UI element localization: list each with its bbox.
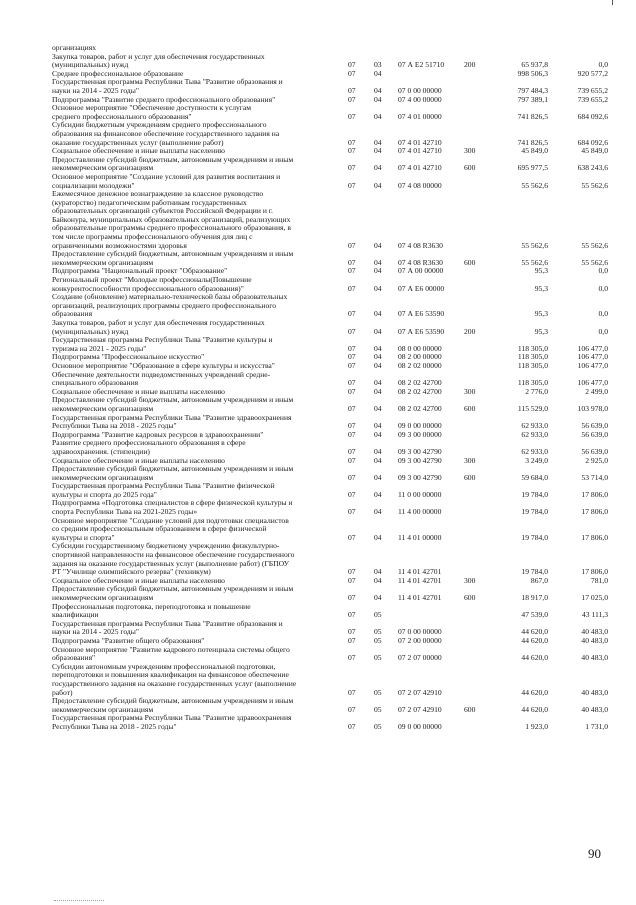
amount-year-2: 40 483,0 — [581, 635, 608, 645]
amount-year-2: 1 731,0 — [585, 721, 608, 731]
target-article-code: 07 4 00 00000 — [398, 94, 442, 104]
amount-year-2: 17 806,0 — [581, 532, 608, 542]
amount-year-2: 56 639,0 — [581, 429, 608, 439]
amount-year-2: 2 925,0 — [585, 455, 608, 465]
subsection-code: 05 — [374, 687, 382, 697]
amount-year-1: 19 784,0 — [521, 532, 548, 542]
table-row — [52, 319, 610, 336]
row-description: Государственная программа Республики Тыва "Развитие культуры и туризма на 2021 - 2025 годы" — [52, 335, 273, 353]
row-description: Развитие среднего профессионального образования в сфере здравоохранения. (стипендии) — [52, 438, 246, 456]
subsection-code: 04 — [374, 455, 382, 465]
row-description: Предоставление субсидий бюджетным, автономным учреждениям и иным некоммерческим организациям — [52, 584, 294, 602]
amount-year-2: 40 483,0 — [581, 653, 608, 663]
subsection-code: 03 — [374, 60, 382, 70]
section-code: 07 — [348, 575, 356, 585]
subsection-code: 05 — [374, 635, 382, 645]
amount-year-2: 0,0 — [598, 266, 608, 276]
row-description: Обеспечение деятельности подведомственных учреждений средне- специального образования — [52, 369, 271, 388]
section-code: 07 — [348, 68, 356, 78]
amount-year-2: 55 562,6 — [581, 257, 608, 267]
table-row — [52, 190, 610, 250]
table-row — [52, 371, 610, 388]
amount-year-1: 115 529,0 — [517, 403, 548, 413]
row-description: Основное мероприятие "Создание условий для подготовки специалистов со средним профессиональным образованием в сфере физической культуры и спорта" — [52, 515, 289, 542]
expense-type-code: 300 — [464, 575, 476, 585]
subsection-code: 04 — [374, 421, 382, 431]
table-row — [52, 276, 610, 293]
row-description: Социальное обеспечение и иные выплаты населению — [52, 575, 225, 585]
subsection-code: 04 — [374, 507, 382, 517]
table-row — [52, 663, 610, 697]
row-description: Социальное обеспечение и иные выплаты населению — [52, 455, 225, 465]
table-row — [52, 542, 610, 576]
amount-year-2: 739 655,2 — [577, 85, 608, 95]
table-row — [52, 697, 610, 714]
row-description: Подпрограмма "Развитие среднего профессионального образования" — [52, 94, 276, 104]
amount-year-1: 55 562,6 — [521, 257, 548, 267]
amount-year-1: 797 389,1 — [517, 94, 548, 104]
section-code: 07 — [348, 283, 356, 293]
table-row — [52, 603, 610, 620]
subsection-code: 04 — [374, 283, 382, 293]
section-code: 07 — [348, 403, 356, 413]
subsection-code: 04 — [374, 68, 382, 78]
section-code: 07 — [348, 360, 356, 370]
amount-year-1: 62 933,0 — [521, 421, 548, 431]
amount-year-1: 797 484,3 — [517, 85, 548, 95]
section-code: 07 — [348, 429, 356, 439]
expense-type-code: 600 — [464, 593, 476, 602]
target-article-code: 11 4 01 42701 — [398, 593, 442, 602]
section-code: 07 — [348, 472, 356, 482]
page-number: 90 — [588, 846, 601, 861]
table-row — [52, 104, 610, 121]
row-description: Основное мероприятие "Создание условий для развития воспитания и социализации молодежи" — [52, 171, 281, 190]
table-row — [52, 336, 610, 353]
section-code: 07 — [348, 146, 356, 156]
table-row — [52, 156, 610, 173]
row-description: Предоставление субсидий бюджетным, автономным учреждениям и иным некоммерческим организациям — [52, 464, 294, 482]
amount-year-2: 40 483,0 — [581, 627, 608, 637]
table-row — [52, 250, 610, 267]
amount-year-1: 3 249,0 — [525, 455, 548, 465]
target-article-code: 07 4 01 00000 — [398, 111, 442, 121]
amount-year-2: 0,0 — [598, 309, 608, 319]
amount-year-1: 19 784,0 — [521, 507, 548, 517]
target-article-code: 07 0 00 00000 — [398, 627, 442, 637]
section-code: 07 — [348, 257, 356, 267]
table-row — [52, 585, 610, 602]
table-row — [52, 439, 610, 456]
target-article-code: 07 А Е6 53590 — [398, 326, 445, 336]
row-description: Создание (обновление) материально-технической базы образовательных организаций, реализующих программы среднего профессионального образования — [52, 292, 288, 319]
row-description: Основное мероприятие "Образование в сфере культуры и искусства" — [52, 360, 275, 370]
subsection-code: 04 — [374, 378, 382, 388]
section-code: 07 — [348, 489, 356, 499]
amount-year-2: 0,0 — [598, 326, 608, 336]
amount-year-1: 55 562,6 — [521, 180, 548, 190]
budget-table — [52, 44, 610, 732]
table-row — [52, 482, 610, 499]
subsection-code: 05 — [374, 653, 382, 663]
amount-year-2: 684 092,6 — [577, 137, 608, 147]
target-article-code: 07 А 00 00000 — [398, 266, 444, 276]
amount-year-2: 106 477,0 — [577, 352, 608, 362]
section-code: 07 — [348, 343, 356, 353]
amount-year-1: 118 305,0 — [517, 360, 548, 370]
section-code: 07 — [348, 386, 356, 396]
subsection-code: 04 — [374, 472, 382, 482]
subsection-code: 04 — [374, 326, 382, 336]
amount-year-1: 55 562,6 — [521, 240, 548, 250]
section-code: 07 — [348, 653, 356, 663]
subsection-code: 05 — [374, 721, 382, 731]
target-article-code: 11 4 01 42701 — [398, 567, 442, 577]
row-description: Социальное обеспечение и иные выплаты населению — [52, 386, 225, 396]
subsection-code: 04 — [374, 360, 382, 370]
table-row — [52, 78, 610, 95]
table-row — [52, 714, 610, 731]
row-description: Субсидии бюджетным учреждениям среднего профессионального образования на финансовое обеспечение государственного задания на оказание государственных услуг (выполнение работ) — [52, 120, 280, 147]
table-row — [52, 121, 610, 147]
amount-year-1: 65 937,8 — [521, 60, 548, 70]
amount-year-1: 19 784,0 — [521, 567, 548, 577]
target-article-code: 08 2 00 00000 — [398, 352, 442, 362]
amount-year-1: 47 539,0 — [521, 610, 548, 620]
amount-year-2: 43 111,3 — [581, 610, 608, 620]
target-article-code: 07 А Е6 53590 — [398, 309, 445, 319]
target-article-code: 08 2 02 00000 — [398, 360, 442, 370]
section-code: 07 — [348, 446, 356, 456]
row-description: Государственная программа Республики Тыва "Развитие здравоохранения Республики Тыва на 2018 - 2025 годы" — [52, 713, 292, 731]
amount-year-1: 19 784,0 — [521, 489, 548, 499]
subsection-code: 04 — [374, 180, 382, 190]
subsection-code: 04 — [374, 137, 382, 147]
amount-year-1: 118 305,0 — [517, 352, 548, 362]
amount-year-2: 17 806,0 — [581, 507, 608, 517]
row-description: Ежемесячное денежное вознаграждение за классное руководство (кураторство) педагогическим работникам государственных образовательных организаций субъектов Российской Федерации и г. Байконура, муниципальных образовательных организаций, реализующих образовательные программы среднего профессионального образования, в том числе программы профессионального обучения для лиц с ограниченными возможностями здоровья — [52, 189, 291, 250]
target-article-code: 11 4 01 42701 — [398, 575, 442, 585]
target-article-code: 07 4 08 R3630 — [398, 257, 443, 267]
amount-year-1: 741 826,5 — [517, 137, 548, 147]
amount-year-1: 95,3 — [534, 309, 548, 319]
target-article-code: 07 4 01 42710 — [398, 163, 442, 173]
subsection-code: 04 — [374, 532, 382, 542]
section-code: 07 — [348, 721, 356, 731]
row-description: Государственная программа Республики Тыва "Развитие образования и науки на 2014 - 2025 годы" — [52, 618, 283, 637]
amount-year-2: 638 243,6 — [577, 163, 608, 173]
amount-year-2: 40 483,0 — [581, 687, 608, 697]
target-article-code: 07 4 08 00000 — [398, 180, 442, 190]
amount-year-1: 2 776,0 — [525, 386, 548, 396]
subsection-code: 04 — [374, 257, 382, 267]
section-code: 07 — [348, 687, 356, 697]
subsection-code: 05 — [374, 704, 382, 714]
subsection-code: 04 — [374, 567, 382, 577]
target-article-code: 07 2 07 42910 — [398, 687, 442, 697]
section-code: 07 — [348, 567, 356, 577]
target-article-code: 07 А Е6 00000 — [398, 283, 445, 293]
target-article-code: 11 4 00 00000 — [398, 507, 442, 517]
target-article-code: 07 2 07 42910 — [398, 704, 442, 714]
amount-year-1: 95,3 — [534, 326, 548, 336]
section-code: 07 — [348, 266, 356, 276]
row-description: Государственная программа Республики Тыва "Развитие здравоохранения Республики Тыва на 2018 - 2025 годы" — [52, 412, 292, 431]
row-description: Закупка товаров, работ и услуг для обеспечения государственных (муниципальных) нужд — [52, 318, 265, 336]
expense-type-code: 600 — [464, 704, 476, 714]
scan-edge-mark — [612, 0, 613, 5]
section-code: 07 — [348, 421, 356, 431]
subsection-code: 04 — [374, 352, 382, 362]
table-row — [52, 465, 610, 482]
target-article-code: 09 3 00 42790 — [398, 472, 442, 482]
subsection-code: 04 — [374, 403, 382, 413]
subsection-code: 04 — [374, 343, 382, 353]
amount-year-1: 867,0 — [530, 575, 548, 585]
section-code: 07 — [348, 137, 356, 147]
section-code: 07 — [348, 610, 356, 620]
subsection-code: 05 — [374, 610, 382, 620]
subsection-code: 04 — [374, 94, 382, 104]
subsection-code: 04 — [374, 146, 382, 156]
amount-year-2: 56 639,0 — [581, 421, 608, 431]
amount-year-1: 95,3 — [534, 266, 548, 276]
expense-type-code: 300 — [464, 386, 476, 396]
subsection-code: 04 — [374, 489, 382, 499]
table-row — [52, 173, 610, 190]
row-description: Профессиональная подготовка, переподготовка и повышение квалификации — [52, 601, 251, 620]
amount-year-1: 998 506,3 — [517, 68, 548, 78]
target-article-code: 07 2 00 00000 — [398, 635, 442, 645]
row-description: Субсидии государственному бюджетному учреждению физкультурно- спортивной направленности на финансовое обеспечение государственного задания на оказание государственных услуг (выполнение работ) (ГБПОУ РТ "Училище олимпийского резерва" (техникум) — [52, 541, 295, 577]
amount-year-2: 40 483,0 — [581, 704, 608, 714]
section-code: 07 — [348, 378, 356, 388]
target-article-code: 07 4 01 42710 — [398, 137, 442, 147]
table-row — [52, 53, 610, 70]
amount-year-1: 59 684,0 — [521, 472, 548, 482]
amount-year-1: 44 620,0 — [521, 627, 548, 637]
amount-year-2: 106 477,0 — [577, 378, 608, 388]
target-article-code: 09 3 00 00000 — [398, 429, 442, 439]
section-code: 07 — [348, 240, 356, 250]
amount-year-1: 45 849,0 — [521, 146, 548, 156]
row-description: Предоставление субсидий бюджетным, автономным учреждениям и иным некоммерческим организациям — [52, 696, 294, 714]
row-description: Региональный проект "Молодые профессионалы(Повышение конкурентоспособности профессионального образования)" — [52, 275, 252, 293]
section-code: 07 — [348, 593, 356, 602]
amount-year-1: 44 620,0 — [521, 704, 548, 714]
section-code: 07 — [348, 704, 356, 714]
target-article-code: 09 0 00 00000 — [398, 421, 442, 431]
target-article-code: 08 2 02 42700 — [398, 403, 442, 413]
target-article-code: 07 4 01 42710 — [398, 146, 442, 156]
amount-year-1: 62 933,0 — [521, 446, 548, 456]
expense-type-code: 600 — [464, 472, 476, 482]
subsection-code: 04 — [374, 266, 382, 276]
target-article-code: 09 0 00 00000 — [398, 721, 442, 731]
row-description: Государственная программа Республики Тыва "Развитие физической культуры и спорта до 2025 года" — [52, 481, 275, 499]
row-description: Подпрограмма «Подготовка специалистов в сфере физической культуры и спорта Республики Тыва на 2021-2025 годы» — [52, 498, 293, 517]
section-code: 07 — [348, 352, 356, 362]
table-row — [52, 396, 610, 413]
amount-year-2: 0,0 — [598, 60, 608, 70]
amount-year-2: 920 577,2 — [577, 68, 608, 78]
row-description: Подпрограмма "Развитие кадровых ресурсов в здравоохранении" — [52, 429, 264, 439]
subsection-code: 04 — [374, 446, 382, 456]
amount-year-2: 55 562,6 — [581, 180, 608, 190]
section-code: 07 — [348, 309, 356, 319]
section-code: 07 — [348, 507, 356, 517]
amount-year-2: 781,0 — [590, 575, 608, 585]
section-code: 07 — [348, 627, 356, 637]
amount-year-2: 739 655,2 — [577, 94, 608, 104]
amount-year-2: 56 639,0 — [581, 446, 608, 456]
row-description: Социальное обеспечение и иные выплаты населению — [52, 146, 225, 156]
expense-type-code: 300 — [464, 146, 476, 156]
section-code: 07 — [348, 163, 356, 173]
amount-year-2: 684 092,6 — [577, 111, 608, 121]
subsection-code: 04 — [374, 575, 382, 585]
subsection-code: 04 — [374, 240, 382, 250]
amount-year-2: 17 025,0 — [581, 593, 608, 602]
section-code: 07 — [348, 532, 356, 542]
table-row — [52, 414, 610, 431]
amount-year-1: 44 620,0 — [521, 687, 548, 697]
expense-type-code: 600 — [464, 403, 476, 413]
target-article-code: 07 2 07 00000 — [398, 653, 442, 663]
amount-year-1: 95,3 — [534, 283, 548, 293]
row-description: Предоставление субсидий бюджетным, автономным учреждениям и иным некоммерческим организациям — [52, 249, 294, 267]
amount-year-1: 44 620,0 — [521, 635, 548, 645]
amount-year-1: 741 826,5 — [517, 111, 548, 121]
expense-type-code: 300 — [464, 455, 476, 465]
amount-year-2: 106 477,0 — [577, 343, 608, 353]
table-row — [52, 646, 610, 663]
section-code: 07 — [348, 635, 356, 645]
amount-year-1: 62 933,0 — [521, 429, 548, 439]
target-article-code: 09 3 00 42790 — [398, 455, 442, 465]
amount-year-2: 2 499,0 — [585, 386, 608, 396]
subsection-code: 04 — [374, 593, 382, 602]
section-code: 07 — [348, 455, 356, 465]
row-description: Субсидии автономным учреждениям профессиональной подготовки, переподготовки и повышения квалификации на финансовое обеспечение государственного задания на оказание государственных услуг (выполнение работ) — [52, 661, 297, 697]
amount-year-1: 118 305,0 — [517, 378, 548, 388]
row-description: Подпрограмма "Профессиональное искусство" — [52, 352, 205, 362]
target-article-code: 08 0 00 00000 — [398, 343, 442, 353]
amount-year-2: 45 849,0 — [581, 146, 608, 156]
amount-year-2: 0,0 — [598, 283, 608, 293]
amount-year-2: 106 477,0 — [577, 360, 608, 370]
row-description: Подпрограмма "Развитие общего образования" — [52, 635, 205, 645]
table-row — [52, 293, 610, 319]
amount-year-1: 1 923,0 — [525, 721, 548, 731]
row-description: Среднее профессиональное образование — [52, 68, 184, 78]
subsection-code: 04 — [374, 309, 382, 319]
target-article-code: 08 2 02 42700 — [398, 378, 442, 388]
section-code: 07 — [348, 94, 356, 104]
target-article-code: 08 2 02 42700 — [398, 386, 442, 396]
amount-year-2: 55 562,6 — [581, 240, 608, 250]
amount-year-1: 44 620,0 — [521, 653, 548, 663]
target-article-code: 07 4 08 R3630 — [398, 240, 443, 250]
amount-year-2: 17 806,0 — [581, 567, 608, 577]
amount-year-2: 53 714,0 — [581, 472, 608, 482]
expense-type-code: 600 — [464, 257, 476, 267]
target-article-code: 11 0 00 00000 — [398, 489, 442, 499]
row-description: Основное мероприятие "Обеспечение доступности к услугам среднего профессионального образования" — [52, 103, 252, 121]
row-description: организациях — [52, 43, 96, 52]
table-row — [52, 517, 610, 543]
amount-year-1: 18 917,0 — [521, 593, 548, 602]
section-code: 07 — [348, 326, 356, 336]
section-code: 07 — [348, 111, 356, 121]
row-description: Подпрограмма "Национальный проект "Образование" — [52, 266, 228, 276]
subsection-code: 04 — [374, 386, 382, 396]
section-code: 07 — [348, 85, 356, 95]
row-description: Государственная программа Республики Тыва "Развитие образования и науки на 2014 - 2025 годы" — [52, 77, 283, 95]
row-description: Предоставление субсидий бюджетным, автономным учреждениям и иным некоммерческим организациям — [52, 395, 294, 413]
subsection-code: 04 — [374, 111, 382, 121]
target-article-code: 11 4 01 00000 — [398, 532, 442, 542]
scan-bottom-mark — [54, 900, 104, 902]
row-description: Предоставление субсидий бюджетным, автономным учреждениям и иным некоммерческим организациям — [52, 154, 294, 173]
row-description: Закупка товаров, работ и услуг для обеспечения государственных (муниципальных) нужд — [52, 51, 265, 70]
table-row — [52, 499, 610, 516]
amount-year-2: 17 806,0 — [581, 489, 608, 499]
row-description: Основное мероприятие "Развитие кадрового потенциала системы общего образования" — [52, 644, 290, 663]
amount-year-2: 103 978,0 — [577, 403, 608, 413]
subsection-code: 05 — [374, 627, 382, 637]
expense-type-code: 200 — [464, 60, 476, 70]
target-article-code: 07 А Е2 51710 — [398, 60, 445, 70]
section-code: 07 — [348, 60, 356, 70]
table-row — [52, 620, 610, 637]
expense-type-code: 200 — [464, 326, 476, 336]
section-code: 07 — [348, 180, 356, 190]
subsection-code: 04 — [374, 163, 382, 173]
amount-year-1: 118 305,0 — [517, 343, 548, 353]
target-article-code: 09 3 00 42790 — [398, 446, 442, 456]
amount-year-1: 695 977,5 — [517, 163, 548, 173]
subsection-code: 04 — [374, 85, 382, 95]
expense-type-code: 600 — [464, 163, 476, 173]
target-article-code: 07 0 00 00000 — [398, 85, 442, 95]
subsection-code: 04 — [374, 429, 382, 439]
